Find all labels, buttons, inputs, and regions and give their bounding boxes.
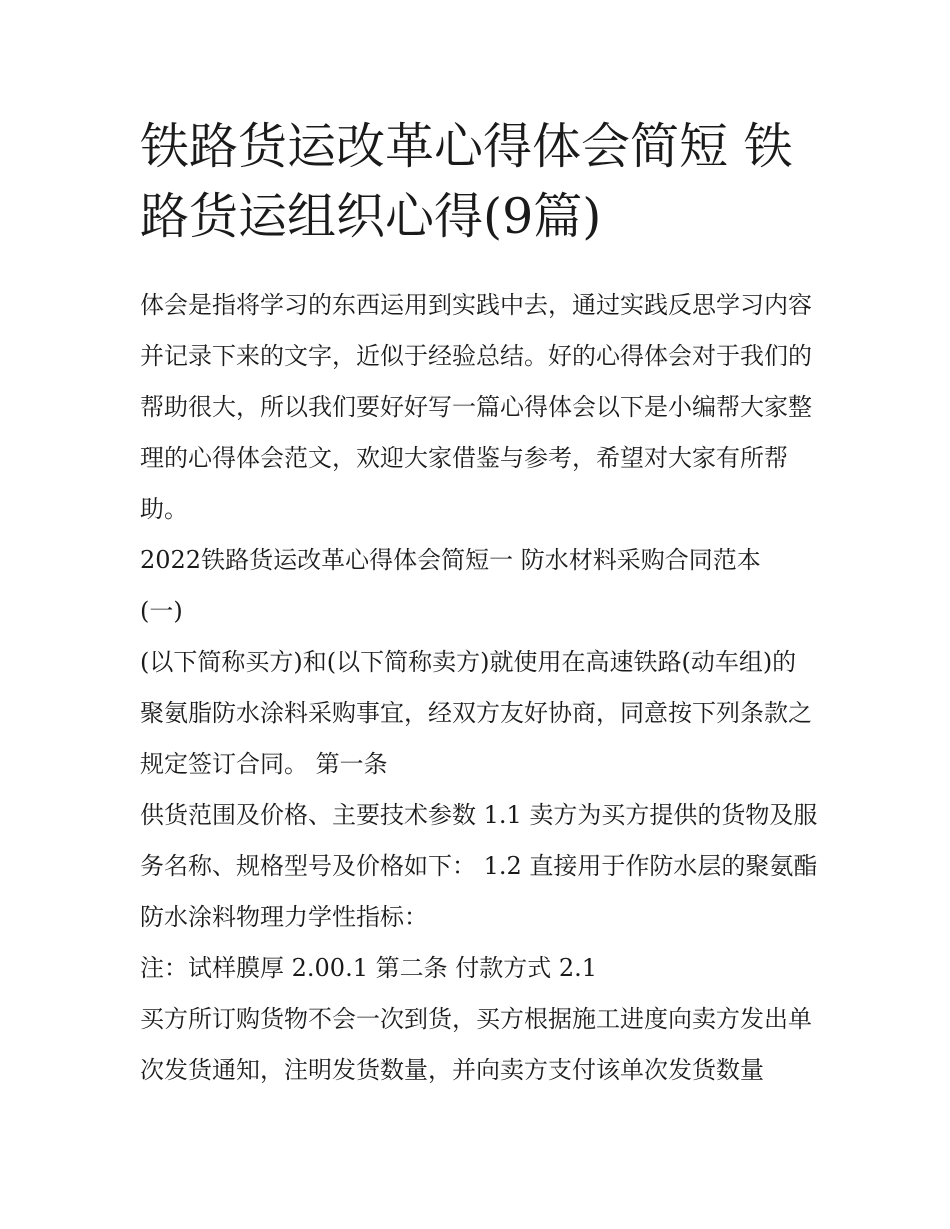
- section-number: (一): [140, 597, 183, 625]
- document-body: [140, 280, 820, 1096]
- contract-preamble: (以下简称买方)和(以下简称卖方)就使用在高速铁路(动车组)的聚氨脂防水涂料采购事宜，经双方友好协商，同意按下列条款之规定签订合同。 第一条: [140, 648, 812, 778]
- payment-paragraph: 买方所订购货物不会一次到货，买方根据施工进度向卖方发出单次发货通知，注明发货数量，并向卖方支付该单次发货数量: [140, 1005, 812, 1084]
- intro-paragraph: 体会是指将学习的东西运用到实践中去，通过实践反思学习内容并记录下来的文字，近似于经验总结。好的心得体会对于我们的帮助很大，所以我们要好好写一篇心得体会以下是小编帮大家整理的心得体会范文，欢迎大家借鉴与参考，希望对大家有所帮助。: [140, 291, 812, 523]
- document-title: 铁路货运改革心得体会简短 铁路货运组织心得(9篇): [140, 118, 793, 245]
- note-paragraph: 注：试样膜厚 2.00.1 第二条 付款方式 2.1: [140, 954, 598, 982]
- supply-scope-paragraph: 供货范围及价格、主要技术参数 1.1 卖方为买方提供的货物及服务名称、规格型号及价格如下： 1.2 直接用于作防水层的聚氨酯防水涂料物理力学性指标：: [140, 801, 818, 931]
- section-heading: 2022铁路货运改革心得体会简短一 防水材料采购合同范本: [140, 546, 761, 574]
